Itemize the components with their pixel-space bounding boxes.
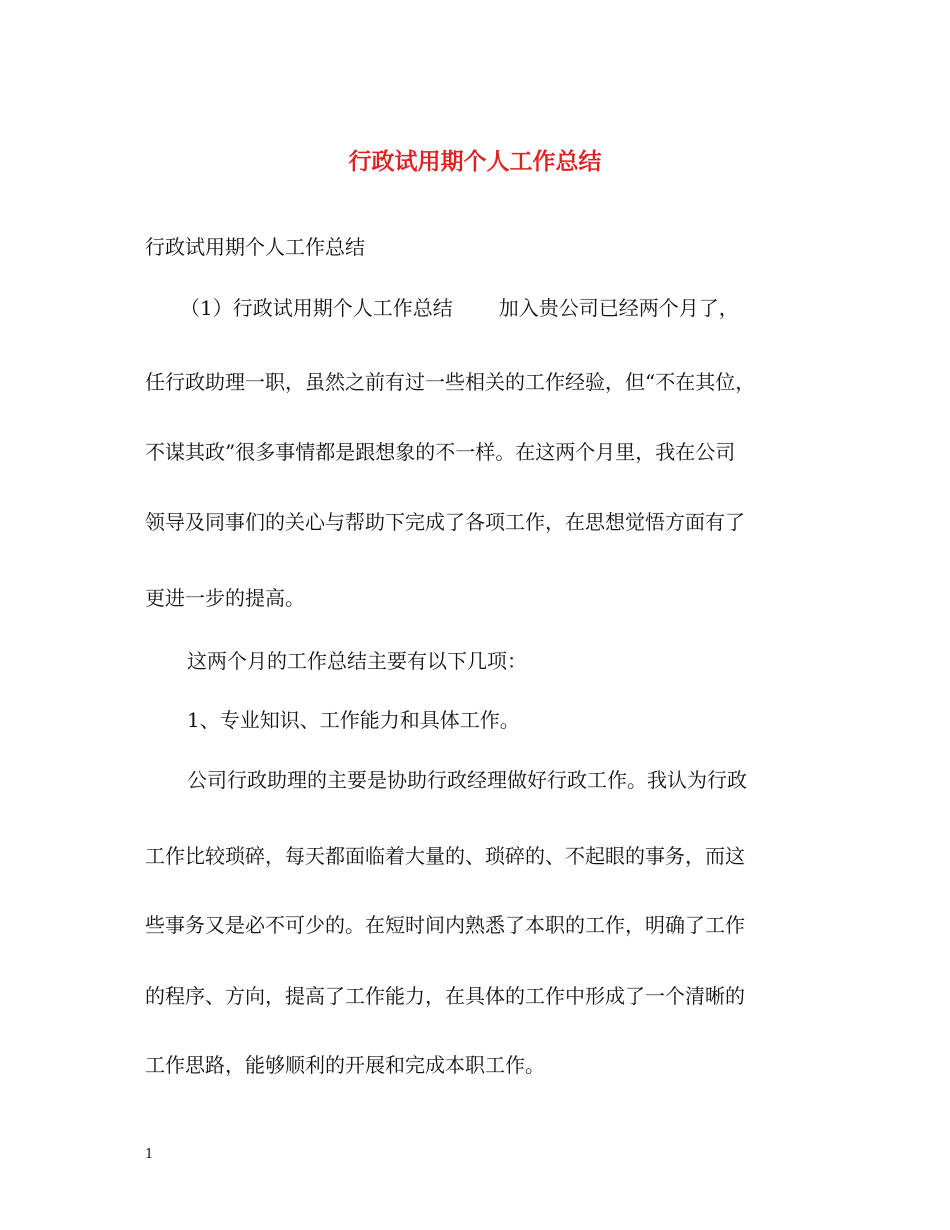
list-item-heading: 1、专业知识、工作能力和具体工作。 (187, 708, 520, 732)
document-subtitle: 行政试用期个人工作总结 (145, 235, 365, 259)
paragraph-text: 加入贵公司已经两个月了， (498, 296, 739, 320)
paragraph-line-11: 的程序、方向，提高了工作能力，在具体的工作中形成了一个清晰的 (145, 984, 745, 1008)
document-title: 行政试用期个人工作总结 (348, 148, 602, 175)
page-number: 1 (145, 1147, 154, 1162)
paragraph-line-9: 工作比较琐碎，每天都面临着大量的、琐碎的、不起眼的事务，而这 (145, 844, 745, 868)
paragraph-line-8: 公司行政助理的主要是协助行政经理做好行政工作。我认为行政 (187, 768, 747, 792)
paragraph-line-5: 更进一步的提高。 (145, 586, 305, 610)
paragraph-line-12: 工作思路，能够顺利的开展和完成本职工作。 (145, 1053, 545, 1077)
paragraph-line-2: 任行政助理一职，虽然之前有过一些相关的工作经验，但“不在其位， (145, 370, 756, 394)
paragraph-line-3: 不谋其政”很多事情都是跟想象的不一样。在这两个月里，我在公司 (145, 440, 736, 464)
paragraph-line-10: 些事务又是必不可少的。在短时间内熟悉了本职的工作，明确了工作 (145, 913, 745, 937)
paragraph-line-1 (180, 294, 739, 322)
paragraph-line-4: 领导及同事们的关心与帮助下完成了各项工作，在思想觉悟方面有了 (145, 510, 745, 534)
section-heading: （1）行政试用期个人工作总结 (180, 296, 453, 320)
paragraph-line-6: 这两个月的工作总结主要有以下几项： (187, 649, 527, 673)
